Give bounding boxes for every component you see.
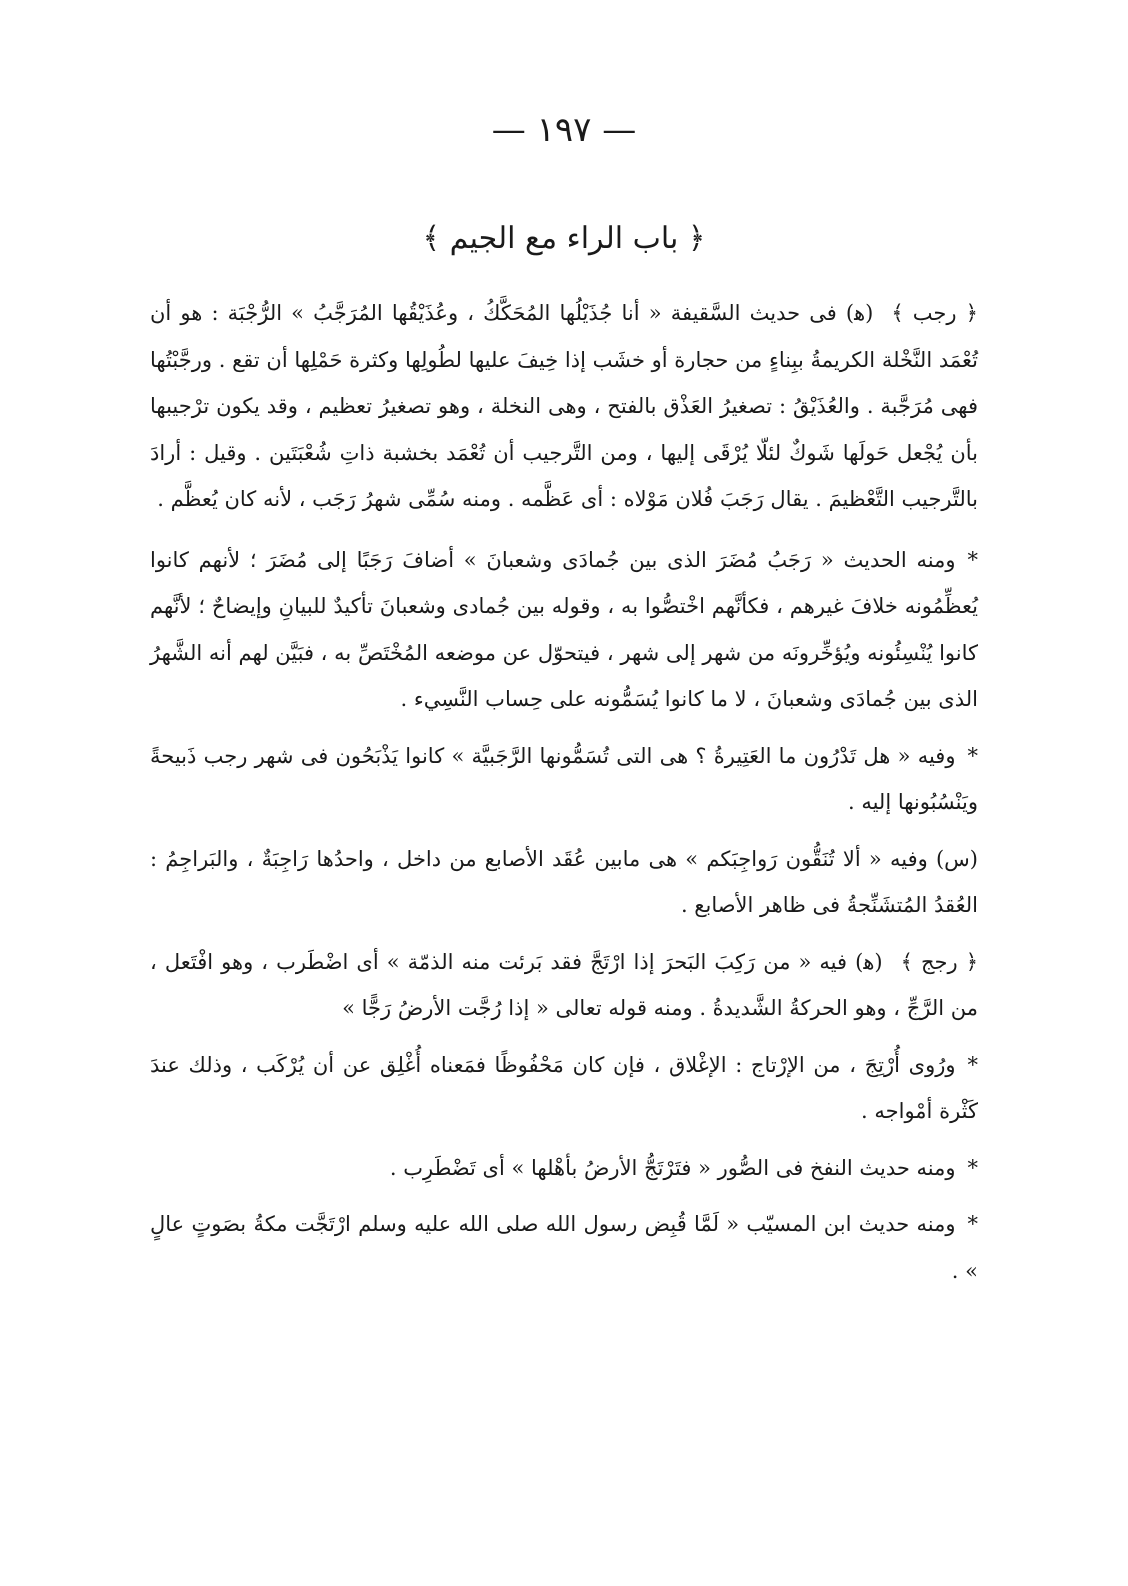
chapter-title: ﴿ باب الراء مع الجيم ﴾	[422, 221, 706, 256]
paragraph-text: (س) وفيه « ألا تُنَقُّون رَواجِبَكم » هى مابين عُقَد الأصابع من داخل ، واحدُها رَاجِبَةٌ ، والبَراجِمُ : العُقدُ المُتشَنِّجةُ فى ظاهر الأصابع .	[150, 846, 978, 917]
paragraph-text: وفيه « هل تَدْرُون ما العَتِيرةُ ؟ هى التى تُسَمُّونها الرَّجَبيَّة » كانوا يَذْبَحُون فى شهر رجب ذَبيحةً ويَنْسُبُونها إليه .	[150, 743, 978, 814]
hadith-paragraph	[150, 537, 978, 723]
page-body	[150, 290, 978, 1304]
paragraph-text: ورُوى أُرْتِجَ ، من الإرْتاج : الإغْلاق ، فإن كان مَحْفُوظًا فمَعناه أُغْلِق عن أن يُرْكَب ، وذلك عندَ كَثْرة أمْواجه .	[150, 1052, 978, 1123]
entry-text: (ﻫ) فيه « من رَكِبَ البَحرَ إذا ارْتَجَّ فقد بَرئت منه الذمّة » أى اضْطَرب ، وهو افْتَعل ، من الرَّجِّ ، وهو الحركةُ الشَّديدةُ . ومنه قوله تعالى « إذا رُجَّت الأرضُ رَجًّا »	[150, 949, 978, 1020]
asterisk-icon: *	[967, 1155, 978, 1180]
entry-rajaj-paragraph	[150, 939, 978, 1032]
hadith-paragraph	[150, 836, 978, 929]
asterisk-icon: *	[967, 547, 978, 572]
hadith-paragraph	[150, 1042, 978, 1135]
entry-rajab-paragraph	[150, 290, 978, 523]
asterisk-icon: *	[967, 1052, 978, 1077]
entry-heading-rajaj: ﴿ رجج ﴾	[900, 949, 979, 974]
hadith-paragraph	[150, 1201, 978, 1294]
page-number: — ١٩٧ —	[491, 110, 637, 150]
asterisk-icon: *	[967, 743, 978, 768]
entry-heading-rajab: ﴿ رجب ﴾	[891, 301, 978, 325]
asterisk-icon: *	[967, 1212, 978, 1236]
hadith-paragraph	[150, 1145, 978, 1192]
paragraph-text: ومنه الحديث « رَجَبُ مُضَرَ الذى بين جُمادَى وشعبانَ » أضافَ رَجَبًا إلى مُضَرَ ؛ لأنهم كانوا يُعظِّمُونه خلافَ غيرهم ، فكأنَّهم اخْتصُّوا به ، وقوله بين جُمادى وشعبانَ تأكيدٌ للبيانِ وإيضاحٌ ؛ لأنَّهم كانوا يُنْسِئُونه ويُؤخِّرونَه من شهر إلى شهر ، فيتحوّل عن موضعه المُخْتَصِّ به ، فبَيَّن لهم أنه الشَّهرُ الذى بين جُمادَى وشعبانَ ، لا ما كانوا يُسَمُّونه على حِساب النَّسِيء .	[150, 547, 978, 711]
paragraph-text: ومنه حديث ابن المسيّب « لَمَّا قُبِض رسول الله صلى الله عليه وسلم ارْتَجَّت مكةُ بصَوتٍ عالٍ » .	[150, 1212, 978, 1283]
paragraph-text: ومنه حديث النفخ فى الصُّور « فتَرْتَجُّ الأرضُ بأهْلها » أى تَضْطَرِب .	[389, 1155, 956, 1180]
entry-text: (ﻫ) فى حديث السَّقيفة « أنا جُذَيْلُها المُحَكَّكُ ، وعُذَيْقُها المُرَجَّبُ » الرُّجْبَة : هو أن تُعْمَد النَّخْلة الكريمةُ ببِناءٍ من حجارة أو خشَب إذا خِيفَ عليها لطُولِها وكثرة حَمْلِها أن تقع . ورجَّبْتُها فهى مُرَجَّبة . والعُذَيْقُ : تصغيرُ العَذْق بالفتح ، وهى النخلة ، وهو تصغيرُ تعظيم ، وقد يكون ترْجيبها بأن يُجْعل حَولَها شَوكٌ لئلّا يُرْقَى إليها ، ومن التَّرجيب أن تُعْمَد بخشبة ذاتِ شُعْبَتَين . وقيل : أرادَ بالتَّرجيب التَّعْظيمَ . يقال رَجَبَ فُلان مَوْلاه : أى عَظَّمه . ومنه سُمِّى شهرُ رَجَب ، لأنه كان يُعظَّم .	[150, 301, 978, 511]
hadith-paragraph	[150, 733, 978, 826]
